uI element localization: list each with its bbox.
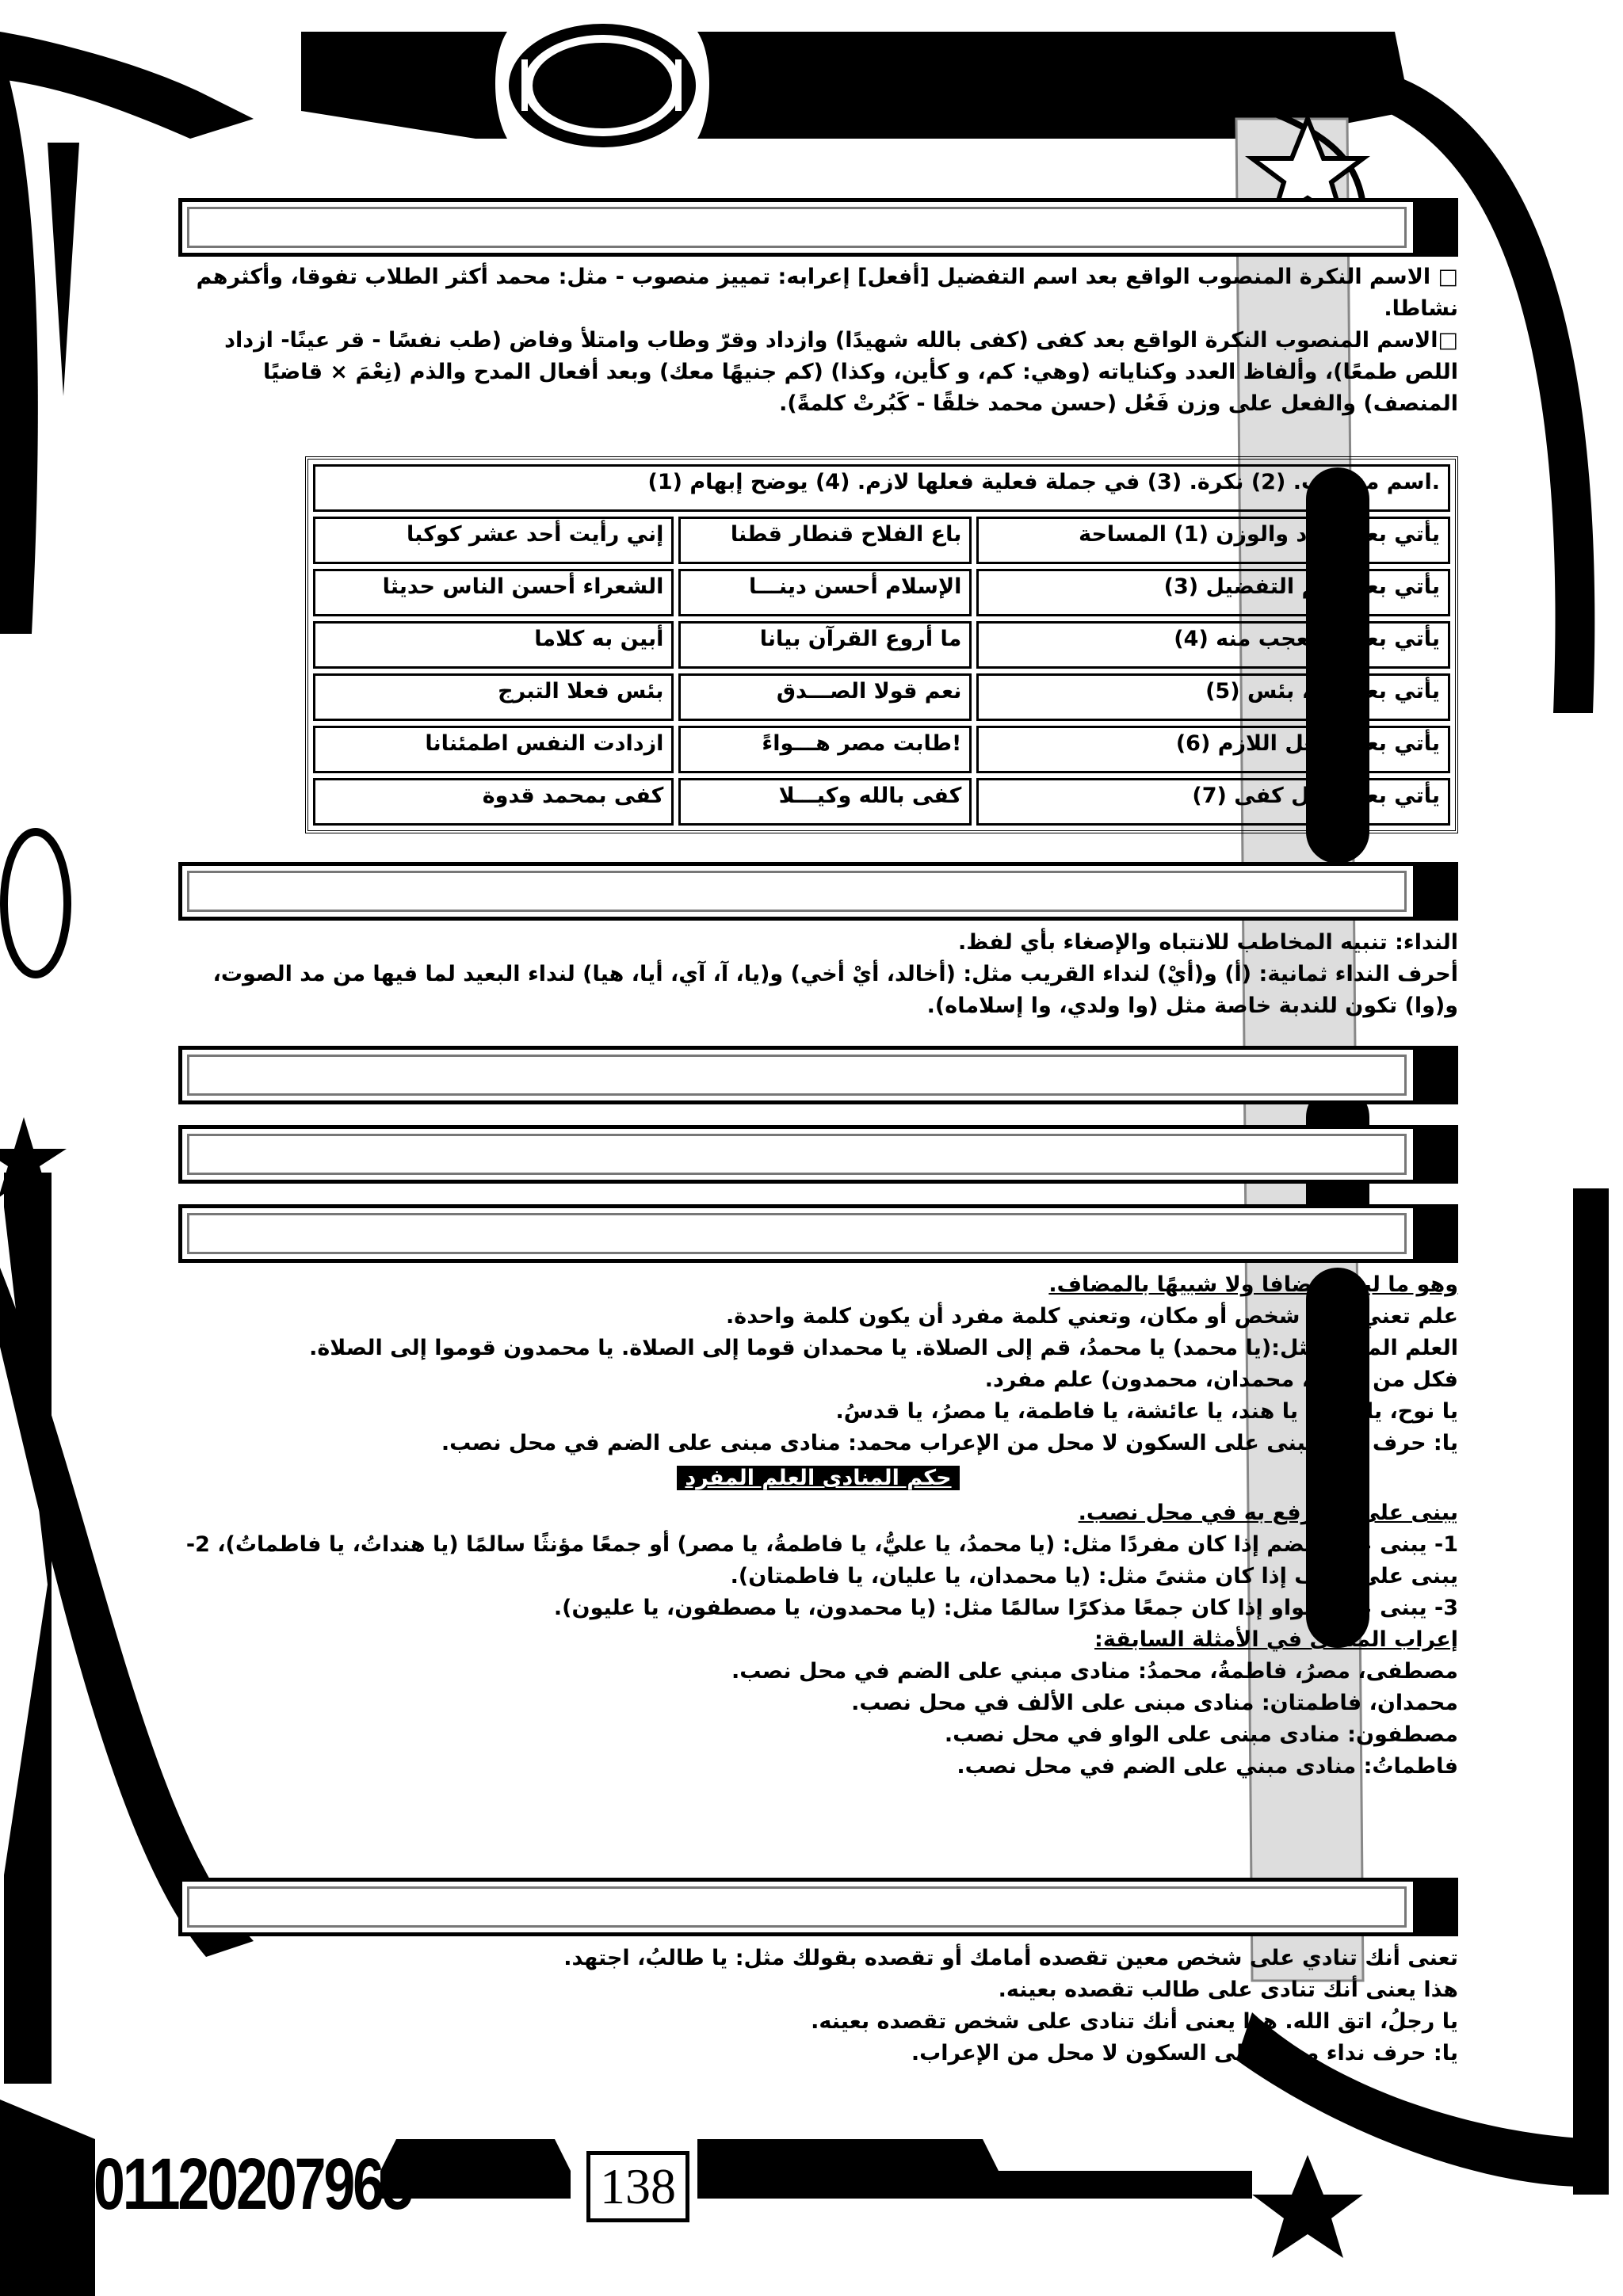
- section-heading-bar-5: [178, 1204, 1458, 1263]
- mufrad-line-4: فكل من محمد، محمدان، محمدون) علم مفرد.: [984, 1367, 1458, 1392]
- section-heading-bar-1: [178, 198, 1458, 257]
- table-cell-example: نعم قولا الصـــدق: [678, 673, 972, 721]
- table-row: [313, 621, 1450, 669]
- nida-definition: النداء: تنبيه المخاطب للانتباه والإصغاء بأي لفظ.: [957, 930, 1458, 955]
- table-cell-rule: يأتي بعد فاعل كفى (7): [976, 778, 1450, 826]
- phone-number: 01120207965: [94, 2144, 411, 2225]
- table-row: [313, 517, 1450, 564]
- maqsuda-section: [178, 1943, 1458, 2069]
- maqsuda-line-4: يا: حرف نداء مبنى على السكون لا محل من الإعراب.: [911, 2041, 1458, 2065]
- hukm-title: حكم المنادى العلم المفرد: [677, 1466, 959, 1490]
- section-heading-bar-2: [178, 862, 1458, 921]
- table-cell-example: الشعراء أحسن الناس حديثا: [313, 569, 674, 616]
- table-row: [313, 673, 1450, 721]
- tamyeez-paragraph-2: □الاسم المنصوب النكرة الواقع بعد كفى (كفى بالله شهيدًا) وازداد وقرّ وطاب وامتلأ وفاض (طب نفسًا - قر عينًا- ازداد اللص طمعًا)، وألفاظ العدد وكناياته (وهي: كم، و كأين، وكذا) (كم جنيهًا معك) وبعد أفعال المدح والذم (نِعْمَ × قاضيًا المنصف) والفعل على وزن فَعُل (حسن محمد خلقًا - كَبُرتْ كلمةً).: [224, 328, 1458, 416]
- table-cell-example: باع الفلاح قنطار قطنا: [678, 517, 972, 564]
- hukm-rule-1-2: 1- يبنى على الضم إذا كان مفردًا مثل: (يا محمدُ، يا عليُّ، يا فاطمةُ، يا مصر) أو جمعًا مؤنثًا سالمًا (يا هنداتُ، يا فاطماتُ)، 2- يبنى على الألف إذا كان مثنىً مثل: (يا محمدان، يا عليان، يا فاطمتان).: [185, 1532, 1458, 1589]
- maqsuda-line-1: تعنى أنك تنادي على شخص معين تقصده أمامك أو تقصده بقولك مثل: يا طالبُ، اجتهد.: [563, 1946, 1458, 1970]
- irab-line-1: مصطفى، مصرُ، فاطمةُ، محمدُ: منادى مبني على الضم في محل نصب.: [731, 1659, 1458, 1684]
- irab-line-2: محمدان، فاطمتان: منادى مبنى على الألف في محل نصب.: [851, 1691, 1458, 1715]
- maqsuda-line-3: يا رجلُ، اتق الله. هذا يعنى أنك تنادى على شخص تقصده بعينه.: [811, 2009, 1458, 2034]
- section-heading-bar-3: [178, 1046, 1458, 1104]
- maqsuda-line-2: هذا يعنى أنك تنادى على طالب تقصده بعينه.: [998, 1978, 1458, 2002]
- table-cell-example: ما أروع القرآن بيانا: [678, 621, 972, 669]
- table-cell-rule: يأتي بعد اسم التفضيل (3): [976, 569, 1450, 616]
- mufrad-line-2: علم تعني اسم شخص أو مكان، وتعني كلمة مفرد أن يكون كلمة واحدة.: [726, 1304, 1458, 1329]
- table-cell-rule: يأتي بعد الفعل اللازم (6): [976, 726, 1450, 773]
- table-cell-rule: يأتي بعد العدد والوزن (1) المساحة: [976, 517, 1450, 564]
- hukm-intro: يبنى على ما يرفع به في محل نصب.: [1078, 1501, 1458, 1525]
- table-cell-example: أبين به كلاما: [313, 621, 674, 669]
- table-cell-rule: يأتي بعد المتعجب منه (4): [976, 621, 1450, 669]
- table-cell-example: الإسلام أحسن دينـــا: [678, 569, 972, 616]
- tamyeez-table: [305, 456, 1458, 833]
- section-heading-bar-4: [178, 1125, 1458, 1184]
- mufrad-line-6: يا: حرف نداء مبنى على السكون لا محل من الإعراب محمد: منادى مبنى على الضم في محل نصب.: [441, 1431, 1458, 1455]
- table-cell-example: كفى بالله وكيـــلا: [678, 778, 972, 826]
- irab-line-3: مصطفون: منادى مبنى على الواو في محل نصب.: [944, 1722, 1458, 1747]
- table-cell-example: إني رأيت أحد عشر كوكبا: [313, 517, 674, 564]
- table-row: [313, 569, 1450, 616]
- mufrad-line-5: يا نوح، يا علي، يا هند، يا عائشة، يا فاطمة، يا مصرُ، يا قدسُ.: [835, 1399, 1458, 1424]
- mufrad-definition: وهو ما ليس مضافا ولا شبيهًا بالمضاف.: [1048, 1272, 1458, 1297]
- table-cell-example: ازدادت النفس اطمئنانا: [313, 726, 674, 773]
- table-cell-example: كفى بمحمد قدوة: [313, 778, 674, 826]
- mufrad-line-3: العلم المفرد مثل:(يا محمد) يا محمدُ، قم إلى الصلاة. يا محمدان قوما إلى الصلاة. يا محمدون قوموا إلى الصلاة.: [309, 1336, 1458, 1360]
- tamyeez-paragraph-1: □ الاسم النكرة المنصوب الواقع بعد اسم التفضيل [أفعل] إعرابه: تمييز منصوب - مثل: محمد أكثر الطلاب تفوقا، وأكثرهم نشاطا.: [196, 265, 1458, 321]
- table-cell-example: بئس فعلا التبرج: [313, 673, 674, 721]
- mufrad-section: [178, 1269, 1458, 1783]
- tamyeez-section: [178, 261, 1458, 420]
- irab-line-4: فاطماتُ: منادى مبني على الضم في محل نصب.: [957, 1754, 1458, 1779]
- section-heading-bar-6: [178, 1878, 1458, 1936]
- page-number: 138: [586, 2151, 689, 2222]
- nida-section: [178, 927, 1458, 1022]
- nida-letters: أحرف النداء ثمانية: (أ) و(أيْ) لنداء القريب مثل: (أخالد، أيْ أخي) و(يا، آ، آي، أيا، هيا) لنداء البعيد لما فيها من مد الصوت، و(وا) تكون للندبة خاصة مثل (وا ولدي، وا إسلاماه).: [212, 962, 1458, 1018]
- table-header: .اسم منصوب. (2) نكرة. (3) في جملة فعلية فعلها لازم. (4) يوضح إبهام (1): [313, 464, 1450, 512]
- table-cell-rule: يأتي بعد نعم، بئس (5): [976, 673, 1450, 721]
- irab-title: إعراب المنادى في الأمثلة السابقة:: [1094, 1627, 1458, 1652]
- hukm-rule-3: 3- يبنى على الواو إذا كان جمعًا مذكرًا سالمًا مثل: (يا محمدون، يا مصطفون، يا عليون).: [553, 1596, 1458, 1620]
- table-row: [313, 778, 1450, 826]
- table-cell-example: !طابت مصر هـــواءً: [678, 726, 972, 773]
- table-row: [313, 726, 1450, 773]
